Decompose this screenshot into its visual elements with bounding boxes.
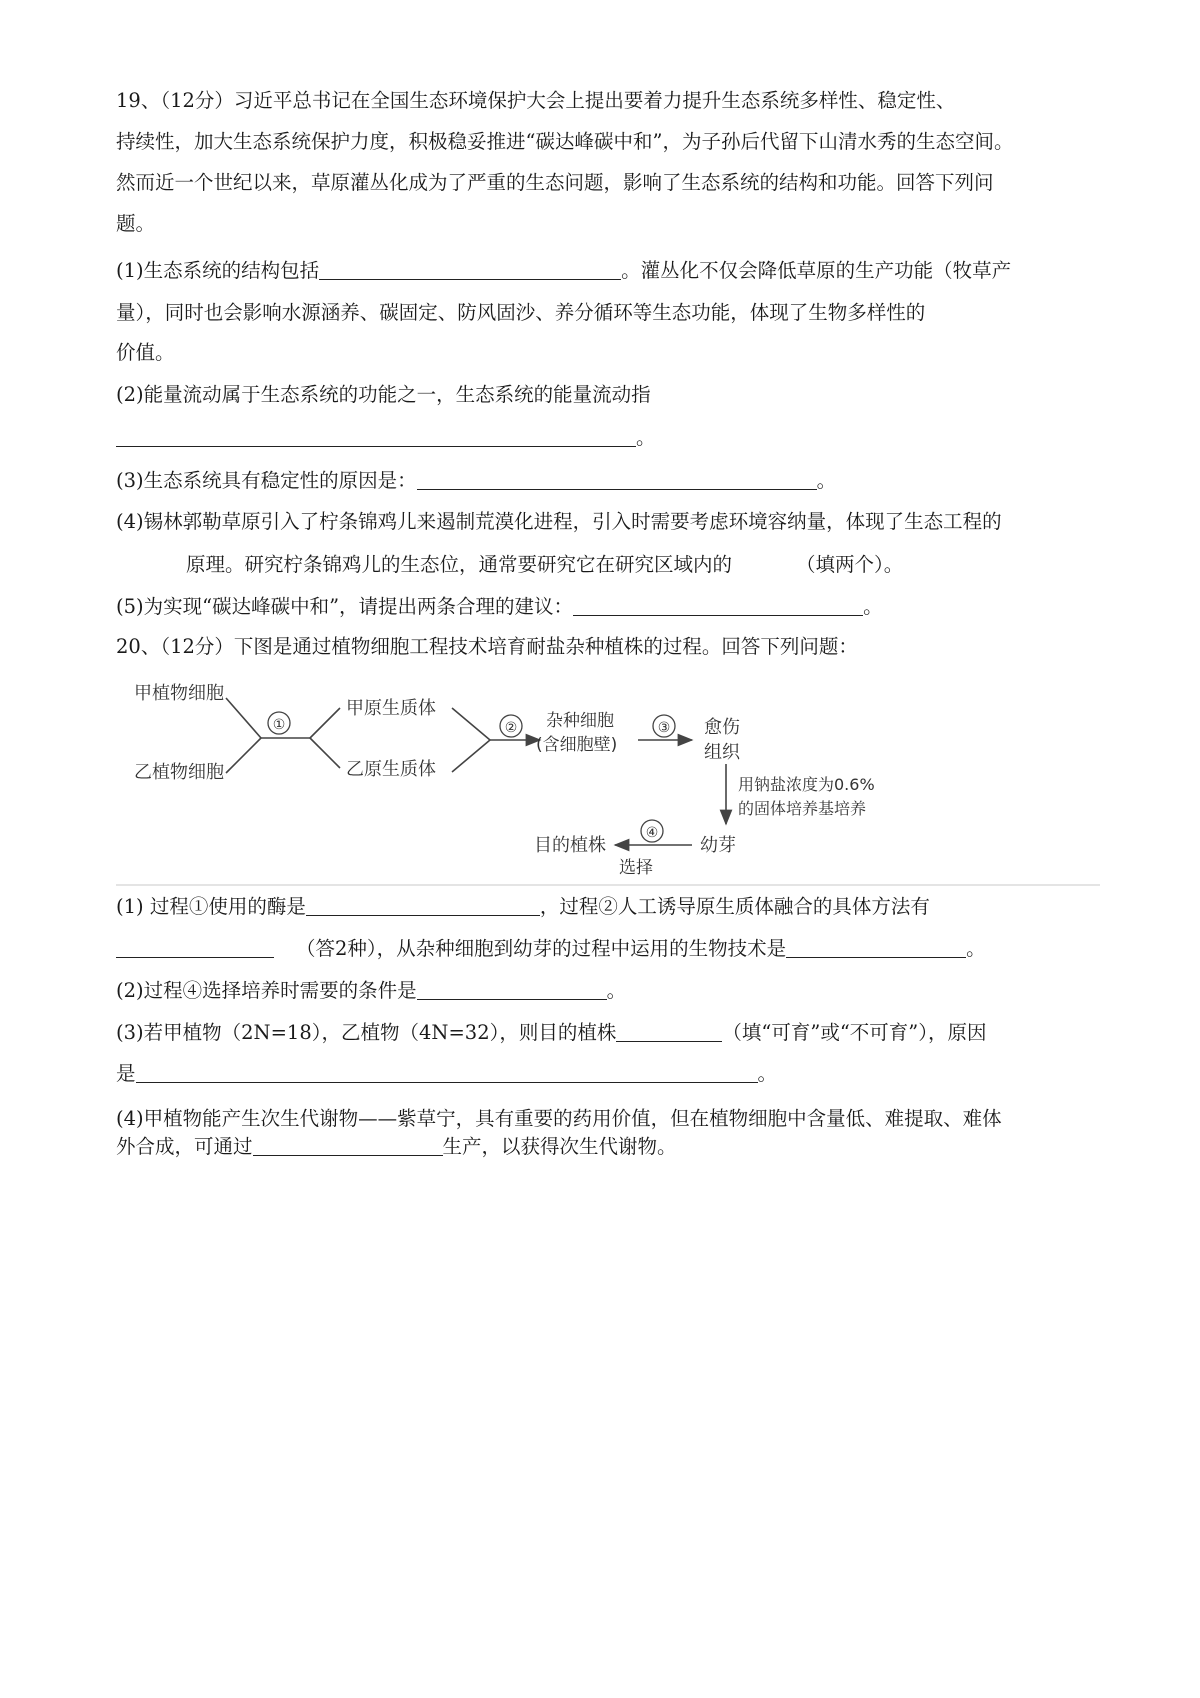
label-sprout: 幼芽: [700, 835, 736, 856]
q20-p3-text-b: （填“可育”或“不可育”），原因: [722, 1021, 987, 1044]
q19-part-1: [116, 258, 1011, 284]
q20-p1-technique-blank[interactable]: [786, 937, 966, 958]
q19-p1-line-2: 量），同时也会影响水源涵养、碳固定、防风固沙、养分循环等生态功能，体现了生物多样性的: [116, 301, 926, 324]
q20-p3-reason-blank[interactable]: [136, 1062, 758, 1083]
q19-p4-text-c: （填两个）。: [796, 553, 904, 576]
q19-line-2: 持续性，加大生态系统保护力度，积极稳妥推进“碳达峰碳中和”，为子孙后代留下山清水秀的生态空间。: [116, 130, 1014, 153]
q20-p3-text-c: 是: [116, 1062, 136, 1085]
label-hybrid-note: (含细胞壁): [536, 735, 618, 755]
label-culture-1: 用钠盐浓度为0.6%: [738, 775, 875, 794]
line-split-a: [310, 708, 340, 738]
q19-p1-answer-blank[interactable]: [319, 259, 621, 280]
line-split-b: [310, 738, 340, 768]
q20-p4-text-c: 生产，以获得次生代谢物。: [442, 1135, 677, 1158]
q19-p2-answer-blank[interactable]: [116, 426, 636, 447]
q20-p1-text-d: 。: [966, 937, 986, 960]
label-hybrid-cell: 杂种细胞: [546, 711, 614, 731]
q20-p2-answer-blank[interactable]: [417, 979, 607, 1000]
q20-p4-text-b: 外合成，可通过: [116, 1135, 253, 1158]
q20-p3-fertility-blank[interactable]: [616, 1021, 722, 1042]
q20-p1-text-a: (1) 过程①使用的酶是: [116, 895, 306, 918]
label-culture-2: 的固体培养基培养: [738, 799, 867, 818]
q19-p4-text-b: 原理。研究柠条锦鸡儿的生态位，通常要研究它在研究区域内的: [186, 553, 733, 576]
q20-p2-text-b: 。: [606, 979, 627, 1002]
q19-line-4: 题。: [116, 212, 156, 235]
q19-line-3: 然而近一个世纪以来，草原灌丛化成为了严重的生态问题，影响了生态系统的结构和功能。回答下列问: [116, 171, 994, 194]
label-callus-1: 愈伤: [704, 717, 740, 738]
line-proto-a-merge: [452, 708, 490, 740]
q19-p5-text-a: (5)为实现“碳达峰碳中和”，请提出两条合理的建议：: [116, 595, 574, 618]
q20-p1-text-b: ，过程②人工诱导原生质体融合的具体方法有: [539, 895, 930, 918]
q19-part-4: (4)锡林郭勒草原引入了柠条锦鸡儿来遏制荒漠化进程，引入时需要考虑环境容纳量，体现了生态工程的: [116, 510, 1002, 533]
q20-p1-enzyme-blank[interactable]: [306, 895, 540, 916]
q20-part-1: [116, 894, 930, 920]
q19-part-3: [116, 468, 836, 494]
q20-part-2: [116, 978, 626, 1004]
q20-p4-line-2: [116, 1134, 677, 1160]
q20-intro: 20、（12分）下图是通过植物细胞工程技术培育耐盐杂种植株的过程。回答下列问题：: [116, 635, 858, 658]
label-target-plant: 目的植株: [534, 835, 606, 856]
q19-p3-text-b: 。: [816, 469, 837, 492]
q19-p3-text-a: (3)生态系统具有稳定性的原因是：: [116, 469, 417, 492]
q20-p1-line-2: [116, 936, 986, 962]
q19-p2-line-2: [116, 425, 656, 451]
label-cell-b: 乙植物细胞: [134, 762, 224, 783]
q20-p4-answer-blank[interactable]: [253, 1135, 443, 1156]
process-diagram: [0, 668, 1200, 888]
q19-p4-line-2: [186, 552, 903, 578]
line-proto-b-merge: [452, 740, 490, 772]
label-protoplast-b: 乙原生质体: [346, 759, 436, 780]
line-cell-a-merge: [226, 698, 261, 738]
q19-p3-answer-blank[interactable]: [417, 469, 817, 490]
q20-part-4: (4)甲植物能产生次生代谢物——紫草宁，具有重要的药用价值，但在植物细胞中含量低、难提取、难体: [116, 1107, 1002, 1130]
q20-p3-text-d: 。: [757, 1062, 778, 1085]
q19-p2-text-b: 。: [636, 426, 656, 449]
q20-p2-text-a: (2)过程④选择培养时需要的条件是: [116, 979, 417, 1002]
step-4-label: ④: [645, 825, 659, 841]
q20-p1-text-c: （答2种），从杂种细胞到幼芽的过程中运用的生物技术是: [296, 937, 787, 960]
q20-p1-method-blank[interactable]: [116, 937, 274, 958]
step-3-label: ③: [657, 720, 671, 736]
q20-p3-text-a: (3)若甲植物（2N=18），乙植物（4N=32），则目的植株: [116, 1021, 617, 1044]
q19-p1-line-3: 价值。: [116, 341, 175, 364]
label-select: 选择: [619, 858, 653, 878]
label-protoplast-a: 甲原生质体: [346, 698, 436, 719]
label-cell-a: 甲植物细胞: [134, 683, 224, 704]
label-callus-2: 组织: [704, 742, 740, 763]
q19-part-2: (2)能量流动属于生态系统的功能之一，生态系统的能量流动指: [116, 383, 651, 406]
q19-line-1: 19、（12分）习近平总书记在全国生态环境保护大会上提出要着力提升生态系统多样性、稳定性、: [116, 89, 956, 112]
line-cell-b-merge: [226, 738, 261, 773]
q19-p1-text-a: (1)生态系统的结构包括: [116, 259, 320, 282]
q19-p1-text-b: 。灌丛化不仅会降低草原的生产功能（牧草产: [621, 259, 1012, 282]
step-1-label: ①: [272, 717, 286, 733]
q20-p3-line-2: [116, 1061, 777, 1087]
step-2-label: ②: [504, 720, 518, 736]
q19-p5-answer-blank[interactable]: [573, 595, 863, 616]
q20-part-3: [116, 1020, 987, 1046]
q19-p5-text-b: 。: [863, 595, 883, 618]
q19-part-5: [116, 594, 883, 620]
